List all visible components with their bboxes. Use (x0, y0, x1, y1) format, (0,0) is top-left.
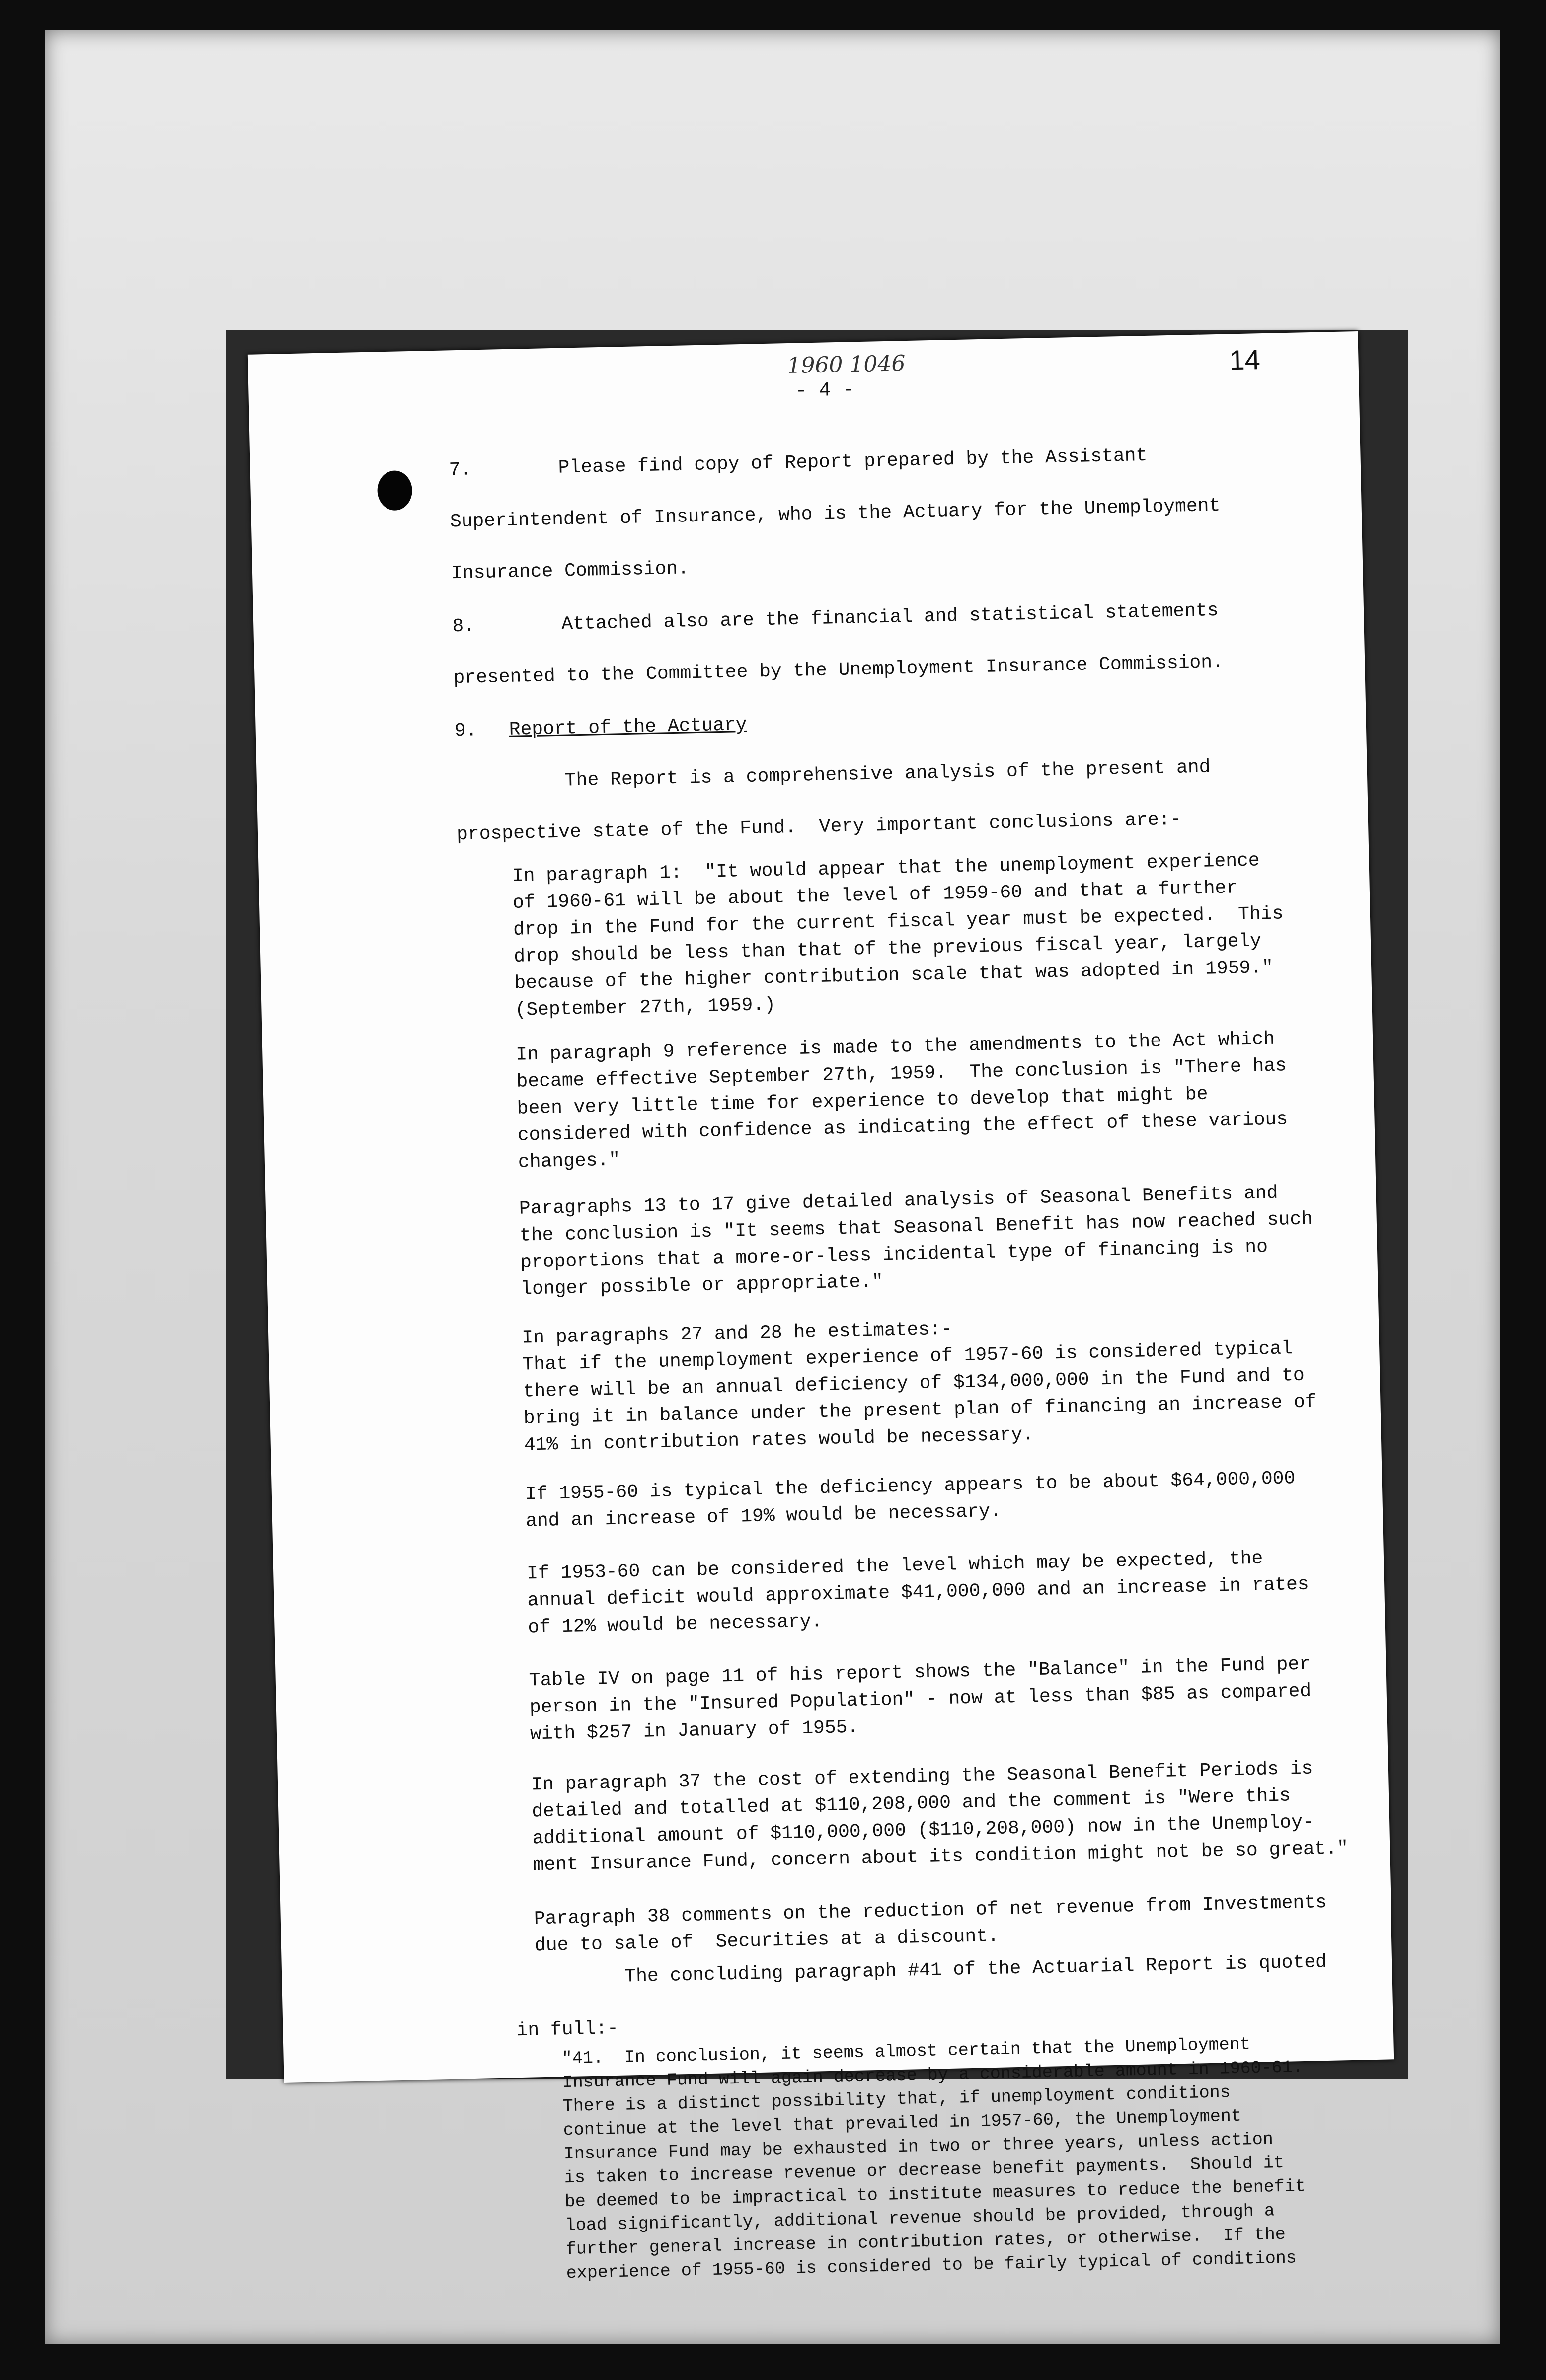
block-1953-60: If 1953-60 can be considered the level which may be expected, the annual deficit would approximate $41,000,000 and an increase in rates of 12% would be necessary. (526, 1548, 1310, 1638)
block-para1: In paragraph 1: "It would appear that the unemployment experience of 1960-61 will be about the level of 1959-60 and that a further drop in the Fund for the current fiscal year must be expected. This drop should be less than that of the previous fiscal year, largely because of the higher contribution scale that was adopted in 1959." (September 27th, 1959.) (512, 850, 1284, 1021)
block-para9: In paragraph 9 reference is made to the amendments to the Act which became effective September 27th, 1959. The conclusion is "There has been very little time for experience to develop that might be considered with confidence as indicating the effect of these various changes." (516, 1028, 1288, 1173)
block-1955-60: If 1955-60 is typical the deficiency appears to be about $64,000,000 and an increase of 19% would be necessary. (525, 1468, 1296, 1532)
document-page (248, 331, 1394, 2284)
para9-number: 9. (454, 720, 477, 742)
para8-number: 8. (452, 615, 475, 638)
punch-hole-icon (377, 470, 413, 511)
para8-text: Attached also are the financial and statistical statements presented to the Committee by the Unemployment Insurance Commission. (453, 599, 1224, 689)
quoted-paragraph-41: "41. In conclusion, it seems almost certain that the Unemployment Insurance Fund will again decrease by a considerable amount in 1960-61. There is a distinct possibility that, if unemployment conditions continue at the level that prevailed in 1957-60, the Unemployment Insurance Fund may be exhausted in two or three years, unless action is taken to increase revenue or decrease benefit payments. Should it be deemed to be impractical to institute measures to reduce the benefit load significantly, additional revenue should be provided, through a further general increase in contribution rates, or otherwise. If the experience of 1955-60 is considered to be fairly typical of conditions (561, 2034, 1306, 2284)
block-para37: In paragraph 37 the cost of extending the Seasonal Benefit Periods is detailed and totalled at $110,208,000 and the comment is "Were this additional amount of $110,000,000 ($110,208,000) now in the Unemploy- ment Insurance Fund, concern about its condition might not be so great." (531, 1758, 1349, 1876)
para7-text: Please find copy of Report prepared by the Assistant Superintendent of Insurance, who is the Actuary for the Unemployment Insurance Commission. (450, 445, 1221, 585)
block-table-iv: Table IV on page 11 of his report shows the "Balance" in the Fund per person in the "Insured Population" - now at less than $85 as compared with $257 in January of 1955. (529, 1653, 1312, 1745)
block-para27-28: In paragraphs 27 and 28 he estimates:- That if the unemployment experience of 1957-60 is considered typical there will be an annual deficiency of $134,000,000 in the Fund and to bring it in balance under the present plan of financing an increase of 41% in contribution rates would be necessary. (521, 1318, 1317, 1456)
page-number: - 4 - (795, 379, 855, 403)
block-para13-17: Paragraphs 13 to 17 give detailed analysis of Seasonal Benefits and the conclusion is "It seems that Seasonal Benefit has now reached such proportions that a more-or-less incidental type of financing is no longer possible or appropriate." (519, 1182, 1313, 1300)
concluding-intro: The concluding paragraph #41 of the Actuarial Report is quoted in full:- (516, 1951, 1327, 2042)
para9-intro: The Report is a comprehensive analysis of the present and prospective state of the Fund. Very important conclusions are:- (456, 756, 1211, 846)
para7-number: 7. (449, 459, 472, 481)
handwritten-annotation: 1960 1046 (786, 351, 906, 379)
folio-number: 14 (1229, 344, 1261, 376)
block-para38: Paragraph 38 comments on the reduction of net revenue from Investments due to sale of Securities at a discount. (534, 1891, 1327, 1957)
section-heading: Report of the Actuary (509, 714, 747, 741)
